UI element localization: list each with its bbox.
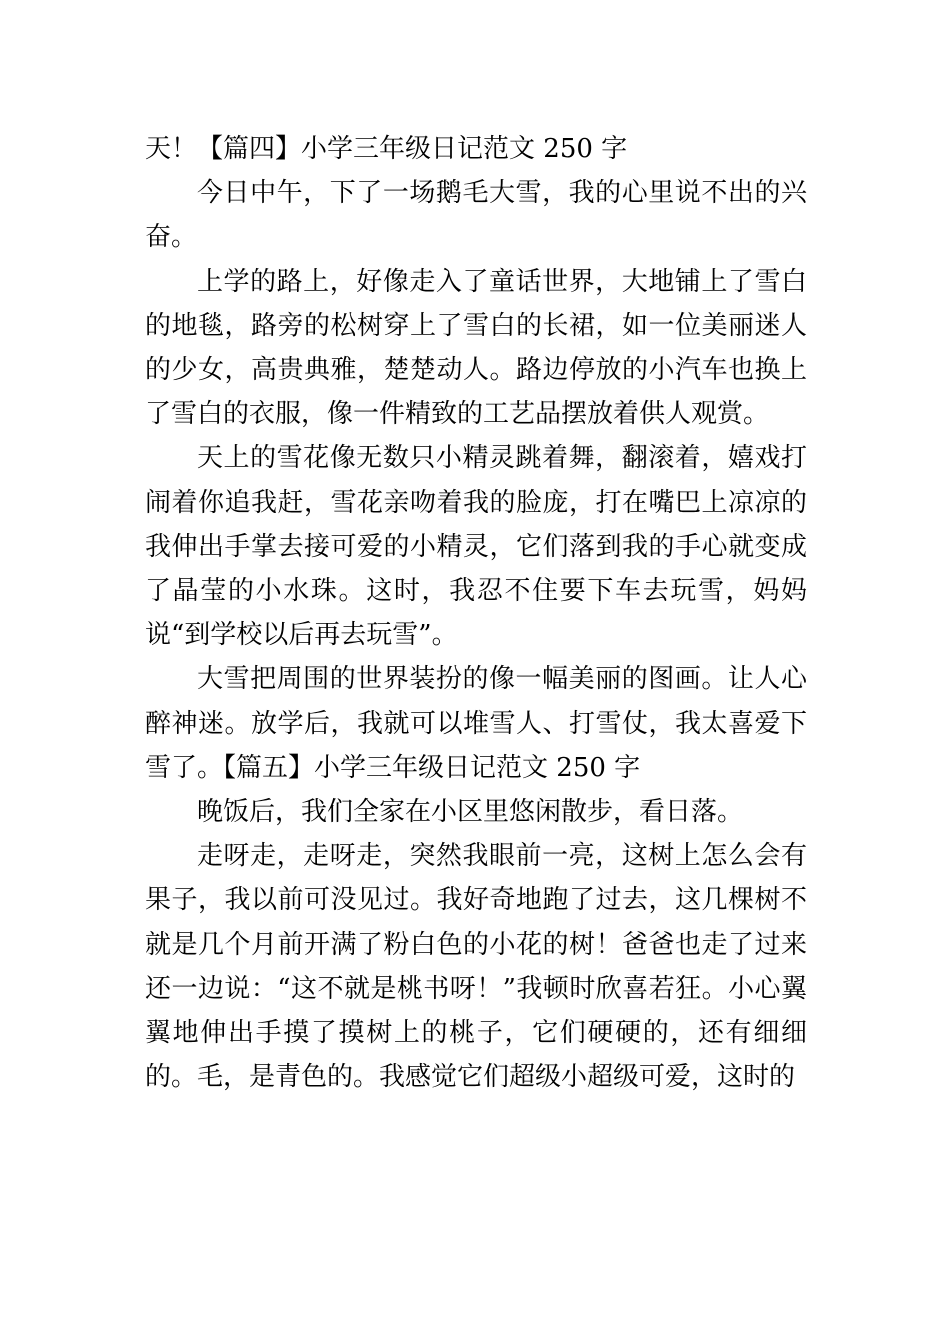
paragraph-text: 天！	[145, 134, 198, 164]
paragraph-text: 晚饭后，我们全家在小区里悠闲散步，看日落。	[197, 797, 744, 828]
paragraph-3	[145, 260, 807, 437]
paragraph-5	[145, 657, 807, 790]
paragraph-text: 大雪把周围的世界装扮的像一幅美丽的图画。让人心醉神迷。放学后，我就可以堆雪人、打雪仗，我太喜爱下雪了。	[145, 664, 807, 783]
paragraph-text: 上学的路上，好像走入了童话世界，大地铺上了雪白的地毯，路旁的松树穿上了雪白的长裙，如一位美丽迷人的少女，高贵典雅，楚楚动人。路边停放的小汽车也换上了雪白的衣服，像一件精致的工艺品摆放着供人观赏。	[145, 266, 807, 430]
paragraph-7	[145, 834, 807, 1099]
paragraph-text: 走呀走，走呀走，突然我眼前一亮，这树上怎么会有果子，我以前可没见过。我好奇地跑了过去，这几棵树不就是几个月前开满了粉白色的小花的树！爸爸也走了过来还一边说：“这不就是桃书呀！”我顿时欣喜若狂。小心翼翼地伸出手摸了摸树上的桃子，它们硬硬的，还有细细的。毛，是青色的。我感觉它们超级小超级可爱，这时的	[145, 841, 807, 1093]
section-heading-5: 【篇五】小学三年级日记范文 250 字	[223, 752, 641, 783]
document-page	[145, 127, 807, 1099]
paragraph-2	[145, 171, 807, 259]
paragraph-4	[145, 436, 807, 657]
paragraph-text: 今日中午，下了一场鹅毛大雪，我的心里说不出的兴奋。	[145, 178, 807, 253]
paragraph-1	[145, 127, 807, 171]
section-heading-4: 【篇四】小学三年级日记范文 250 字	[197, 134, 628, 164]
paragraph-text: 天上的雪花像无数只小精灵跳着舞，翻滚着，嬉戏打闹着你追我赶，雪花亲吻着我的脸庞，打在嘴巴上凉凉的我伸出手掌去接可爱的小精灵，它们落到我的手心就变成了晶莹的小水珠。这时，我忍不住要下车去玩雪，妈妈说“到学校以后再去玩雪”。	[145, 443, 807, 651]
paragraph-6	[145, 790, 807, 834]
